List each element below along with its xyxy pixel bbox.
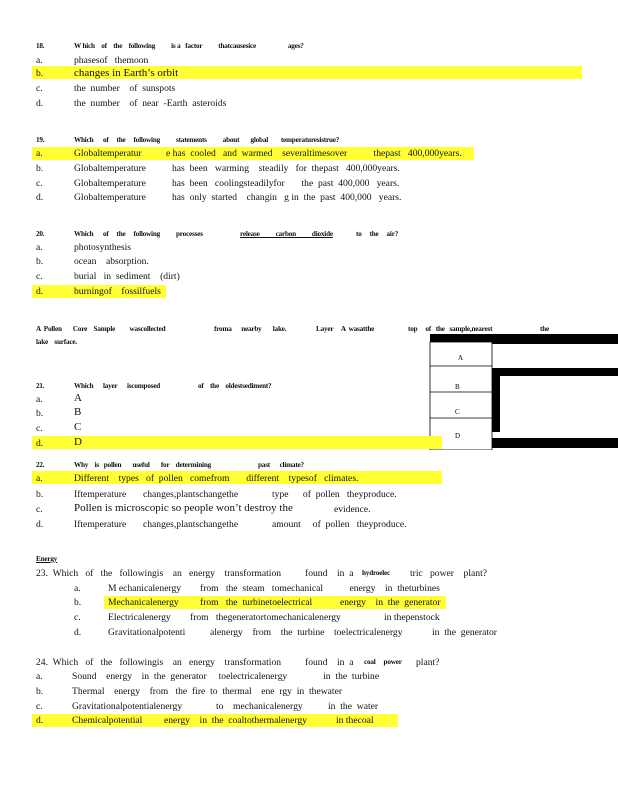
option-text: B: [74, 406, 82, 418]
option-text: changes in Earth’s orbit: [74, 67, 179, 79]
option-text: in the water: [328, 701, 379, 712]
option-text: energy in the coaltothermalenergy: [164, 715, 307, 726]
option-text: has been coolingsteadilyfor the past 400,000 years.: [172, 178, 400, 189]
option-text: Sound energy in the generator toelectricalenergy in the turbine: [72, 671, 380, 682]
option-label: c.: [36, 504, 43, 515]
question-stem: to the air?: [356, 230, 399, 238]
option-text: Different types of pollen comefrom different typesof climates.: [74, 473, 359, 484]
option-text: has been warming steadily for thepast 400,000years.: [172, 163, 400, 174]
answer-highlight: [32, 436, 442, 449]
option-text: Mechanicalenergy: [108, 597, 179, 608]
layer-label-c: C: [455, 408, 460, 416]
option-text: A: [74, 392, 82, 404]
intro-text: lake surface.: [36, 338, 77, 346]
option-text: to mechanicalenergy: [216, 701, 303, 712]
pollen-core-figure: [420, 334, 618, 450]
option-text: Iftemperature changes,plantschangethe: [74, 489, 239, 500]
core-layer-bar: [492, 368, 618, 376]
option-text: from the turbinetoelectrical: [200, 597, 313, 608]
option-text: Thermal energy from the fire to thermal ene rgy in thewater: [72, 686, 343, 697]
option-text: e has cooled and warmed severaltimesover thepast 400,000years.: [166, 148, 462, 159]
option-text: Electricalenergy: [108, 612, 171, 623]
option-text: Gravitationalpotenti: [108, 627, 186, 638]
option-label: b.: [36, 256, 44, 267]
option-label: c.: [36, 271, 43, 282]
intro-text: A Pollen Core Sample wascollected: [36, 325, 166, 333]
option-text: from the steam tomechanical energy in theturbines: [200, 583, 440, 594]
option-text: evidence.: [334, 504, 371, 515]
question-stem: 24. Which of the followingis an energy transformation found in a: [36, 657, 354, 668]
option-text: amount of pollen theyproduce.: [272, 519, 407, 530]
option-label: d.: [36, 286, 44, 297]
section-heading: Energy: [36, 555, 58, 563]
question-number: 18.: [36, 42, 45, 50]
question-stem: 23. Which of the followingis an energy transformation found in a: [36, 568, 354, 579]
intro-text: froma nearby lake.: [214, 325, 287, 333]
option-text: the number of sunspots: [74, 83, 176, 94]
option-text: in thecoal: [336, 715, 374, 726]
question-stem: tric power plant?: [410, 568, 487, 579]
question-stem: Why is pollen useful for determining: [74, 461, 212, 469]
option-label: a.: [36, 473, 43, 484]
option-text: Iftemperature changes,plantschangethe: [74, 519, 239, 530]
option-label: b.: [36, 68, 44, 79]
option-label: a.: [36, 394, 43, 405]
option-label: b.: [36, 408, 44, 419]
option-label: d.: [36, 438, 44, 449]
option-text: in thepenstock: [384, 612, 440, 623]
option-text: burningof fossilfuels: [74, 286, 161, 297]
question-stem: Which layer iscomposed: [74, 382, 161, 390]
option-text: ocean absorption.: [74, 256, 149, 267]
option-text: M echanicalenergy: [108, 583, 182, 594]
option-label: a.: [36, 671, 43, 682]
option-label: d.: [36, 715, 44, 726]
layer-label-b: B: [455, 383, 460, 391]
option-label: a.: [36, 242, 43, 253]
option-label: b.: [36, 489, 44, 500]
layer-label-a: A: [458, 354, 464, 362]
option-label: b.: [36, 686, 44, 697]
option-text: Pollen is microscopic so people won’t destroy the: [74, 502, 296, 514]
option-text: Globaltemperatur: [74, 148, 142, 159]
option-label: c.: [36, 701, 43, 712]
option-text: C: [74, 421, 82, 433]
option-label: d.: [36, 98, 44, 109]
option-text: Globaltemperature: [74, 163, 146, 174]
option-label: a.: [36, 55, 43, 66]
core-bottom-bar: [492, 438, 618, 448]
option-label: a.: [36, 148, 43, 159]
question-stem: of the oldestsediment?: [198, 382, 272, 390]
option-text: burial in sediment (dirt): [74, 271, 180, 282]
option-text: Chemicalpotential: [72, 715, 143, 726]
option-text: energy in the generator: [340, 597, 441, 608]
core-side-bar: [492, 368, 500, 432]
option-text: phasesof themoon: [74, 55, 149, 66]
question-stem: past climate?: [258, 461, 304, 469]
question-number: 21.: [36, 382, 45, 390]
intro-text: top of the sample,nearest: [408, 325, 493, 333]
option-text: has only started changin g in the past 400,000 years.: [172, 192, 402, 203]
question-stem: W hich of the following is a factor thatcausesice ages?: [74, 42, 304, 50]
intro-text: the: [540, 325, 549, 333]
option-label: b.: [36, 163, 44, 174]
question-number: 22.: [36, 461, 45, 469]
option-text: Globaltemperature: [74, 192, 146, 203]
option-label: c.: [36, 423, 43, 434]
question-number: 19.: [36, 136, 45, 144]
option-label: c.: [36, 178, 43, 189]
question-stem: Which of the following statements about global temperaturesistrue?: [74, 136, 340, 144]
question-number: 20.: [36, 230, 45, 238]
question-stem-underlined: release carbon dioxide: [240, 230, 333, 238]
option-text: Gravitationalpotentialenergy: [72, 701, 183, 712]
option-label: d.: [74, 627, 82, 638]
option-text: in the generator: [432, 627, 497, 638]
option-text: alenergy from the turbine toelectricalenergy: [210, 627, 403, 638]
question-stem: hydroelec: [362, 569, 391, 577]
option-text: Globaltemperature: [74, 178, 146, 189]
question-stem: plant?: [416, 657, 440, 668]
option-label: b.: [74, 597, 82, 608]
option-text: photosynthesis: [74, 242, 132, 253]
option-label: c.: [36, 83, 43, 94]
option-text: D: [74, 436, 82, 448]
layer-label-d: D: [455, 432, 461, 440]
intro-text: Layer A wasatthe: [316, 325, 375, 333]
option-label: d.: [36, 519, 44, 530]
option-text: the number of near -Earth asteroids: [74, 98, 227, 109]
option-label: a.: [74, 583, 81, 594]
option-label: d.: [36, 192, 44, 203]
question-stem: coal power: [364, 658, 402, 666]
option-text: from thegeneratortomechanicalenergy: [190, 612, 341, 623]
question-stem: Which of the following processes: [74, 230, 203, 238]
option-text: type of pollen theyproduce.: [272, 489, 397, 500]
option-label: c.: [74, 612, 81, 623]
